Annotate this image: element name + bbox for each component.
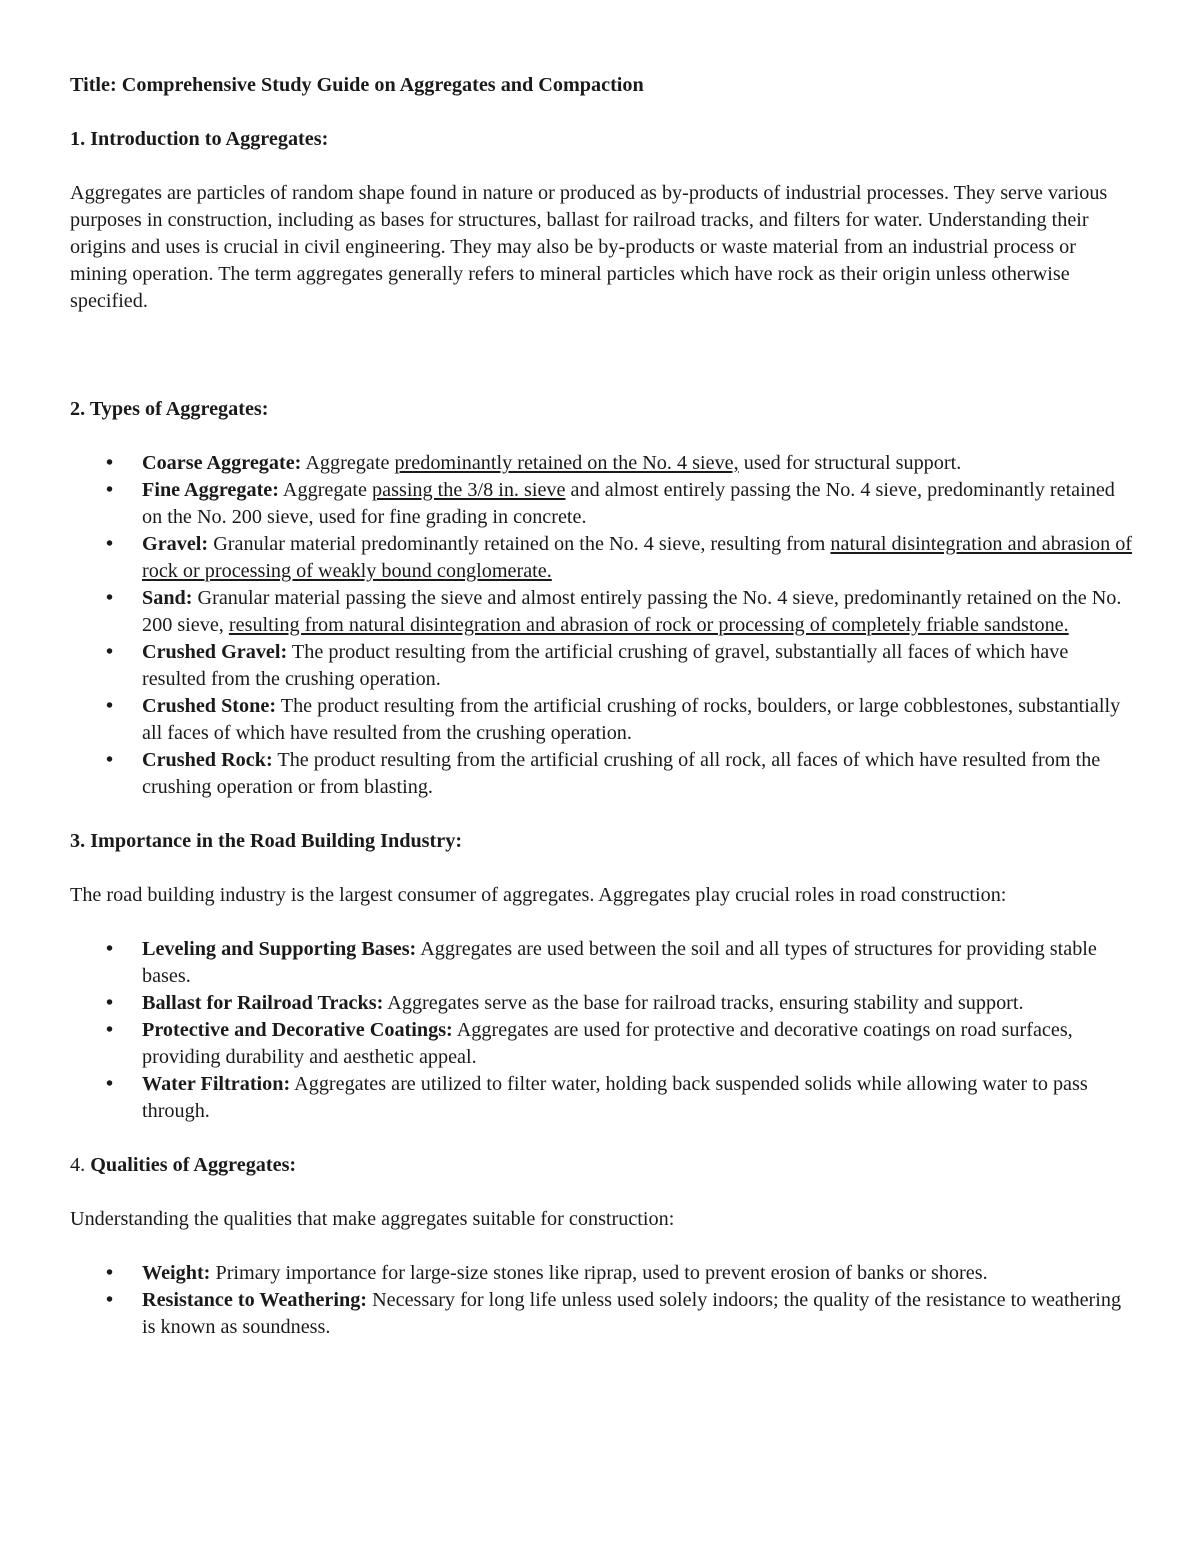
importance-list [70, 936, 1135, 1125]
section-heading-importance [70, 828, 1135, 855]
item-text-end: and almost entirely passing the No. 4 sieve, predominantly retained on the No. 200 sieve, used for fine grading in concrete. [142, 479, 1115, 528]
item-underlined-text: predominantly retained on the No. 4 sieve, [394, 452, 739, 474]
bullet-icon: • [106, 749, 114, 771]
document-page [70, 72, 1135, 1368]
item-text: Aggregate [305, 452, 390, 474]
item-term: Ballast for Railroad Tracks: [142, 992, 384, 1014]
bullet-icon: • [106, 533, 114, 555]
section-heading-text: Types of Aggregates: [89, 398, 269, 420]
list-item [70, 450, 1135, 477]
importance-paragraph: The road building industry is the largest consumer of aggregates. Aggregates play crucial roles in road construction: [70, 884, 1007, 906]
item-text: Necessary for long life unless used solely indoors; the quality of the resistance to weathering is known as soundness. [142, 1289, 1122, 1338]
item-text: The product resulting from the artificial crushing of gravel, substantially all faces of which have resulted from the crushing operation. [142, 641, 1069, 690]
list-item [70, 531, 1135, 585]
item-text: Aggregates are used between the soil and all types of structures for providing stable bases. [142, 938, 1097, 987]
section-heading-text: Introduction to Aggregates: [90, 128, 329, 150]
section-heading-introduction [70, 126, 1135, 153]
item-term: Fine Aggregate: [142, 479, 279, 501]
list-item [70, 990, 1135, 1017]
section-heading-text: Qualities of Aggregates: [90, 1154, 297, 1176]
item-text: Aggregates serve as the base for railroad tracks, ensuring stability and support. [387, 992, 1024, 1014]
item-term: Crushed Gravel: [142, 641, 288, 663]
types-list [70, 450, 1135, 801]
bullet-icon: • [106, 587, 114, 609]
list-item [70, 747, 1135, 801]
list-item [70, 639, 1135, 693]
bullet-icon: • [106, 938, 114, 960]
item-term: Leveling and Supporting Bases: [142, 938, 417, 960]
section-number: 2. [70, 398, 86, 420]
section-heading-qualities [70, 1152, 1135, 1179]
bullet-icon: • [106, 452, 114, 474]
list-item [70, 936, 1135, 990]
item-text: The product resulting from the artificial crushing of all rock, all faces of which have resulted from the crushing operation or from blasting. [142, 749, 1101, 798]
item-term: Crushed Rock: [142, 749, 273, 771]
title-text: Comprehensive Study Guide on Aggregates and Compaction [121, 74, 644, 96]
item-text: The product resulting from the artificial crushing of rocks, boulders, or large cobblestones, substantially all faces of which have resulted from the crushing operation. [142, 695, 1121, 744]
item-text: Aggregates are utilized to filter water, holding back suspended solids while allowing water to pass through. [142, 1073, 1088, 1122]
bullet-icon: • [106, 1073, 114, 1095]
bullet-icon: • [106, 1019, 114, 1041]
bullet-icon: • [106, 479, 114, 501]
bullet-icon: • [106, 1262, 114, 1284]
bullet-icon: • [106, 695, 114, 717]
introduction-paragraph: Aggregates are particles of random shape found in nature or produced as by-products of industrial processes. They serve various purposes in construction, including as bases for structures, ballast for railroad tracks, and filters for water. Understanding their origins and uses is crucial in civil engineering. They may also be by-products or waste material from an industrial process or mining operation. The term aggregates generally refers to mineral particles which have rock as their origin unless otherwise specified. [70, 182, 1108, 312]
document-title [70, 72, 1135, 99]
item-term: Coarse Aggregate: [142, 452, 302, 474]
bullet-icon: • [106, 1289, 114, 1311]
item-term: Protective and Decorative Coatings: [142, 1019, 453, 1041]
list-item [70, 1260, 1135, 1287]
item-text-end: used for structural support. [743, 452, 962, 474]
bullet-icon: • [106, 641, 114, 663]
list-item [70, 585, 1135, 639]
item-text: Granular material passing the sieve and almost entirely passing the No. 4 sieve, predominantly retained on the No. 200 sieve, [142, 587, 1122, 636]
item-term: Weight: [142, 1262, 211, 1284]
qualities-list [70, 1260, 1135, 1341]
item-term: Water Filtration: [142, 1073, 291, 1095]
list-item [70, 1017, 1135, 1071]
section-number: 1. [70, 128, 86, 150]
list-item [70, 693, 1135, 747]
item-text: Aggregates are used for protective and decorative coatings on road surfaces, providing durability and aesthetic appeal. [142, 1019, 1073, 1068]
item-term: Gravel: [142, 533, 209, 555]
item-term: Sand: [142, 587, 193, 609]
item-term: Resistance to Weathering: [142, 1289, 368, 1311]
item-text: Granular material predominantly retained on the No. 4 sieve, resulting from [213, 533, 826, 555]
qualities-paragraph: Understanding the qualities that make aggregates suitable for construction: [70, 1208, 675, 1230]
list-item [70, 1071, 1135, 1125]
item-text: Primary importance for large-size stones like riprap, used to prevent erosion of banks or shores. [215, 1262, 988, 1284]
title-label: Title: [70, 74, 117, 96]
section-heading-text: Importance in the Road Building Industry: [90, 830, 463, 852]
item-underlined-text: resulting from natural disintegration and abrasion of rock or processing of completely friable sandstone. [228, 614, 1069, 636]
item-term: Crushed Stone: [142, 695, 277, 717]
section-number: 3. [70, 830, 86, 852]
section-number: 4. [70, 1154, 86, 1176]
item-text: Aggregate [282, 479, 367, 501]
list-item [70, 1287, 1135, 1341]
item-underlined-text: natural disintegration and abrasion of rock or processing of weakly bound conglomerate. [142, 533, 1133, 582]
bullet-icon: • [106, 992, 114, 1014]
section-heading-types [70, 396, 1135, 423]
item-underlined-text: passing the 3/8 in. sieve [372, 479, 566, 501]
list-item [70, 477, 1135, 531]
